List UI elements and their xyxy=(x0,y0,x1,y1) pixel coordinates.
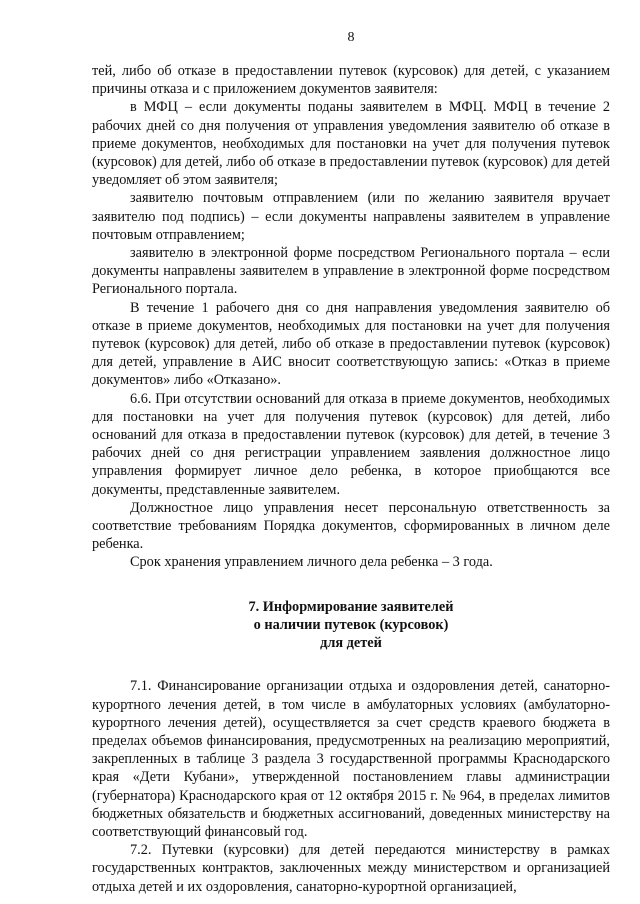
paragraph: 6.6. При отсутствии оснований для отказа в приеме документов, необходимых для постановки на учет для получения путевок (курсовок) для детей, либо оснований для отказа в предоставлении путевок (курсовок) для детей, в течение 3 рабочих дней со дня регистрации управлением заявления должностное лицо управления формирует личное дело ребенка, в которое приобщаются все документы, представленные заявителем. xyxy=(92,390,610,498)
page-number: 8 xyxy=(347,30,355,45)
paragraph: 7.2. Путевки (курсовки) для детей передаются министерству в рамках государственных контрактов, заключенных между министерством и организацией отдыха детей и их оздоровления, санаторно-курортной организацией, xyxy=(92,842,610,895)
paragraph: заявителю в электронной форме посредством Регионального портала – если документы направлены заявителем в управление в электронной форме посредством Регионального портала. xyxy=(92,245,610,298)
paragraph: в МФЦ – если документы поданы заявителем в МФЦ. МФЦ в течение 2 рабочих дней со дня получения от управления уведомления заявителю об отказе в приеме документов, необходимых для постановки на учет для получения путевок (курсовок) для детей, либо об отказе в предоставлении путевок (курсовок) для детей уведомляет об этом заявителя; xyxy=(92,99,610,189)
paragraph: Срок хранения управлением личного дела ребенка – 3 года. xyxy=(130,554,493,571)
paragraph: тей, либо об отказе в предоставлении путевок (курсовок) для детей, с указанием причины отказа и с приложением документов заявителя: xyxy=(92,63,610,98)
body-text-top xyxy=(92,62,610,572)
paragraph: В течение 1 рабочего дня со дня направления уведомления заявителю об отказе в приеме документов, необходимых для постановки на учет для получения путевок (курсовок) для детей, либо об отказе в предоставлении путевок (курсовок) для детей, управление в АИС вносит соответствующую запись: «Отказ в приеме документов» либо «Отказано». xyxy=(92,299,610,389)
paragraph: Должностное лицо управления несет персональную ответственность за соответствие требованиям Порядка документов, сформированных в личном деле ребенка. xyxy=(92,499,610,553)
body-text-bottom xyxy=(92,677,610,895)
paragraph: 7.1. Финансирование организации отдыха и оздоровления детей, санаторно-курортного лечения детей, в том числе в амбулаторных условиях (амбулаторно-курортного лечения детей), осуществляется за счет средств краевого бюджета в пределах объемов финансирования, предусмотренных на реализацию мероприятий, закрепленных в таблице 3 раздела 3 государственной программы Краснодарского края «Дети Кубани», утвержденной постановлением главы администрации (губернатора) Краснодарского края от 12 октября 2015 г. № 964, в пределах лимитов бюджетных обязательств и бюджетных ассигнований, доведенных министерству на соответствующий финансовый год. xyxy=(92,678,610,840)
section-heading-line: 7. Информирование заявителей xyxy=(248,598,454,615)
section-heading-line: для детей xyxy=(320,635,382,652)
paragraph: заявителю почтовым отправлением (или по желанию заявителя вручает заявителю под подпись) – если документы направлены заявителем в управление почтовым отправлением; xyxy=(92,190,610,243)
section-heading xyxy=(92,598,610,653)
section-heading-line: о наличии путевок (курсовок) xyxy=(253,616,449,633)
